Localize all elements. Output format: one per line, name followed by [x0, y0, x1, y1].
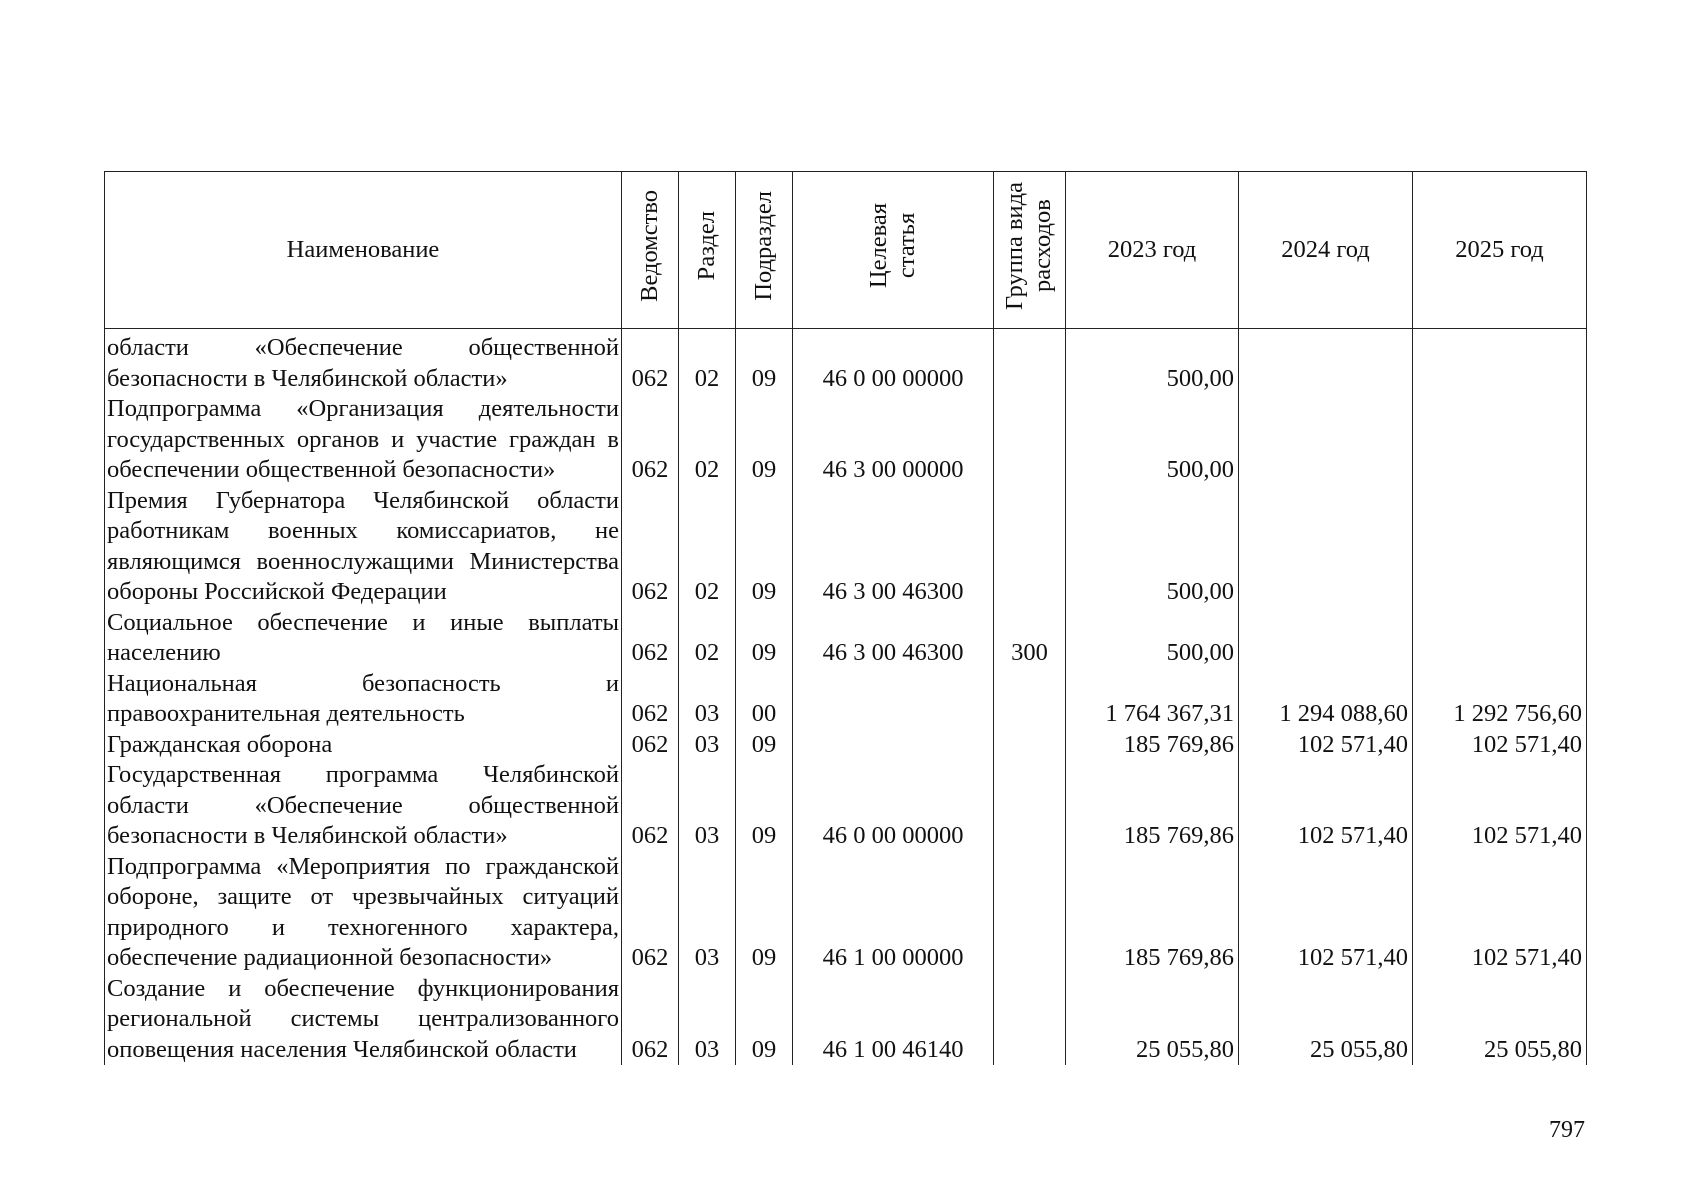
- header-section: Раздел: [679, 172, 736, 329]
- cell-year-2025: 102 571,40: [1413, 730, 1587, 761]
- cell-year-2024: [1239, 394, 1413, 486]
- cell-year-2023: 1 764 367,31: [1066, 669, 1239, 730]
- page-number: 797: [1549, 1117, 1585, 1143]
- cell-department: 062: [622, 486, 679, 608]
- cell-year-2023: 500,00: [1066, 329, 1239, 395]
- cell-year-2023: 500,00: [1066, 486, 1239, 608]
- cell-year-2023: 185 769,86: [1066, 852, 1239, 974]
- cell-subsection: 09: [736, 974, 793, 1066]
- cell-name: Гражданская оборона: [105, 730, 622, 761]
- cell-target-article: [793, 669, 994, 730]
- cell-subsection: 09: [736, 852, 793, 974]
- cell-year-2025: [1413, 486, 1587, 608]
- cell-expense-group: [994, 974, 1066, 1066]
- cell-department: 062: [622, 329, 679, 395]
- cell-expense-group: [994, 486, 1066, 608]
- cell-subsection: 00: [736, 669, 793, 730]
- cell-year-2025: 102 571,40: [1413, 760, 1587, 852]
- header-department: Ведомство: [622, 172, 679, 329]
- cell-year-2025: 1 292 756,60: [1413, 669, 1587, 730]
- cell-target-article: [793, 730, 994, 761]
- table-row: [105, 730, 1587, 761]
- cell-name: Создание и обеспечение функционирования региональной системы централизованного оповещения населения Челябинской области: [105, 974, 622, 1066]
- cell-year-2025: 25 055,80: [1413, 974, 1587, 1066]
- table-row: [105, 394, 1587, 486]
- budget-table: [104, 171, 1587, 1065]
- cell-section: 03: [679, 852, 736, 974]
- cell-name: Подпрограмма «Организация деятельности государственных органов и участие граждан в обеспечении общественной безопасности»: [105, 394, 622, 486]
- cell-name: Социальное обеспечение и иные выплаты населению: [105, 608, 622, 669]
- cell-name: Национальная безопасность и правоохранительная деятельность: [105, 669, 622, 730]
- cell-target-article: 46 1 00 00000: [793, 852, 994, 974]
- header-row: [105, 172, 1587, 329]
- header-name: Наименование: [105, 172, 622, 329]
- cell-expense-group: [994, 394, 1066, 486]
- table-row: [105, 852, 1587, 974]
- cell-name: Государственная программа Челябинской области «Обеспечение общественной безопасности в Челябинской области»: [105, 760, 622, 852]
- cell-department: 062: [622, 669, 679, 730]
- cell-year-2024: [1239, 329, 1413, 395]
- cell-year-2023: 500,00: [1066, 394, 1239, 486]
- cell-section: 03: [679, 760, 736, 852]
- cell-year-2023: 25 055,80: [1066, 974, 1239, 1066]
- cell-expense-group: [994, 329, 1066, 395]
- cell-expense-group: [994, 852, 1066, 974]
- cell-expense-group: [994, 760, 1066, 852]
- cell-department: 062: [622, 394, 679, 486]
- cell-expense-group: 300: [994, 608, 1066, 669]
- cell-section: 03: [679, 669, 736, 730]
- cell-subsection: 09: [736, 486, 793, 608]
- cell-section: 03: [679, 730, 736, 761]
- cell-year-2023: 185 769,86: [1066, 730, 1239, 761]
- cell-department: 062: [622, 974, 679, 1066]
- cell-subsection: 09: [736, 730, 793, 761]
- table-row: [105, 974, 1587, 1066]
- cell-department: 062: [622, 730, 679, 761]
- header-target-article: Целевая статья: [793, 172, 994, 329]
- table-body: [105, 329, 1587, 1066]
- cell-year-2024: 102 571,40: [1239, 760, 1413, 852]
- header-expense-group: Группа вида расходов: [994, 172, 1066, 329]
- cell-year-2025: [1413, 394, 1587, 486]
- cell-year-2025: [1413, 329, 1587, 395]
- cell-section: 03: [679, 974, 736, 1066]
- cell-section: 02: [679, 394, 736, 486]
- header-year-2025: 2025 год: [1413, 172, 1587, 329]
- cell-expense-group: [994, 730, 1066, 761]
- cell-expense-group: [994, 669, 1066, 730]
- cell-year-2024: 102 571,40: [1239, 852, 1413, 974]
- header-year-2024: 2024 год: [1239, 172, 1413, 329]
- cell-year-2025: 102 571,40: [1413, 852, 1587, 974]
- cell-department: 062: [622, 852, 679, 974]
- cell-subsection: 09: [736, 394, 793, 486]
- table-row: [105, 329, 1587, 395]
- cell-year-2024: 1 294 088,60: [1239, 669, 1413, 730]
- cell-subsection: 09: [736, 760, 793, 852]
- cell-target-article: 46 1 00 46140: [793, 974, 994, 1066]
- cell-target-article: 46 0 00 00000: [793, 760, 994, 852]
- cell-year-2024: [1239, 608, 1413, 669]
- cell-section: 02: [679, 486, 736, 608]
- table-row: [105, 760, 1587, 852]
- table-row: [105, 608, 1587, 669]
- header-year-2023: 2023 год: [1066, 172, 1239, 329]
- cell-name: Премия Губернатора Челябинской области работникам военных комиссариатов, не являющимся военнослужащими Министерства обороны Российской Федерации: [105, 486, 622, 608]
- cell-target-article: 46 3 00 00000: [793, 394, 994, 486]
- cell-year-2025: [1413, 608, 1587, 669]
- cell-section: 02: [679, 608, 736, 669]
- cell-name: области «Обеспечение общественной безопасности в Челябинской области»: [105, 329, 622, 395]
- cell-year-2024: 102 571,40: [1239, 730, 1413, 761]
- cell-section: 02: [679, 329, 736, 395]
- cell-year-2023: 185 769,86: [1066, 760, 1239, 852]
- table-row: [105, 486, 1587, 608]
- cell-subsection: 09: [736, 608, 793, 669]
- cell-department: 062: [622, 608, 679, 669]
- cell-year-2024: 25 055,80: [1239, 974, 1413, 1066]
- cell-target-article: 46 3 00 46300: [793, 486, 994, 608]
- cell-target-article: 46 0 00 00000: [793, 329, 994, 395]
- cell-department: 062: [622, 760, 679, 852]
- cell-name: Подпрограмма «Мероприятия по гражданской обороне, защите от чрезвычайных ситуаций природного и техногенного характера, обеспечение радиационной безопасности»: [105, 852, 622, 974]
- header-subsection: Подраздел: [736, 172, 793, 329]
- cell-subsection: 09: [736, 329, 793, 395]
- table-row: [105, 669, 1587, 730]
- cell-year-2023: 500,00: [1066, 608, 1239, 669]
- cell-target-article: 46 3 00 46300: [793, 608, 994, 669]
- cell-year-2024: [1239, 486, 1413, 608]
